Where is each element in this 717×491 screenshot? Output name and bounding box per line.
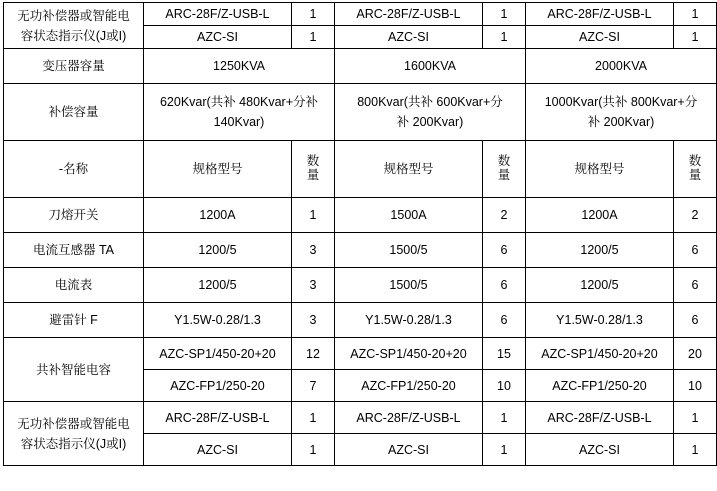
cell-model: AZC-SI (526, 434, 674, 466)
cell-qty: 1 (292, 198, 335, 233)
cell-model: ARC-28F/Z-USB-L (335, 402, 483, 434)
header-qty-2: 数 量 (483, 141, 526, 198)
table-row (4, 303, 717, 338)
cell-model: Y1.5W-0.28/1.3 (526, 303, 674, 338)
cell-qty: 2 (674, 198, 717, 233)
cell-model: AZC-FP1/250-20 (526, 370, 674, 402)
cell-model: 1200/5 (526, 233, 674, 268)
cell-model: AZC-SI (335, 26, 483, 49)
cell-qty: 3 (292, 303, 335, 338)
cell-qty: 1 (674, 434, 717, 466)
cell-model: AZC-SI (526, 26, 674, 49)
cell-qty: 6 (674, 233, 717, 268)
cell-qty: 10 (483, 370, 526, 402)
cell-qty: 1 (483, 434, 526, 466)
cell-model: ARC-28F/Z-USB-L (526, 402, 674, 434)
cell-model: ARC-28F/Z-USB-L (144, 402, 292, 434)
table-row (4, 3, 717, 26)
header-qty-1: 数 量 (292, 141, 335, 198)
cell-model: 1200A (144, 198, 292, 233)
cell-qty: 3 (292, 233, 335, 268)
cell-model: ARC-28F/Z-USB-L (144, 3, 292, 26)
row-label-indicator-bottom: 无功补偿器或智能电 容状态指示仪(J或I) (4, 402, 144, 466)
table-row (4, 49, 717, 84)
cell-model: 1500/5 (335, 233, 483, 268)
cell-qty: 2 (483, 198, 526, 233)
table-row (4, 198, 717, 233)
cell-model: Y1.5W-0.28/1.3 (144, 303, 292, 338)
table-row (4, 84, 717, 141)
cell-model: 1500/5 (335, 268, 483, 303)
row-label-smart-capacitor: 共补智能电容 (4, 338, 144, 402)
cell-qty: 1 (292, 434, 335, 466)
header-name: -名称 (4, 141, 144, 198)
cell-model: 1200/5 (526, 268, 674, 303)
cell-qty: 1 (292, 3, 335, 26)
cell-model: AZC-SP1/450-20+20 (526, 338, 674, 370)
cell-model: 1200/5 (144, 268, 292, 303)
header-model-1: 规格型号 (144, 141, 292, 198)
cell-model: ARC-28F/Z-USB-L (335, 3, 483, 26)
cell-model: AZC-SI (144, 26, 292, 49)
cell-qty: 12 (292, 338, 335, 370)
cell-qty: 6 (483, 233, 526, 268)
header-model-3: 规格型号 (526, 141, 674, 198)
equipment-specification-table (3, 2, 717, 466)
cell-model: AZC-SI (144, 434, 292, 466)
table-row (4, 338, 717, 370)
row-label-knife-switch: 刀熔开关 (4, 198, 144, 233)
table-row (4, 268, 717, 303)
cell-qty: 1 (483, 3, 526, 26)
cell-model: 1200A (526, 198, 674, 233)
row-label-current-transformer: 电流互感器 TA (4, 233, 144, 268)
row-label-indicator-top: 无功补偿器或智能电 容状态指示仪(J或I) (4, 3, 144, 49)
cell-compensation-capacity-3: 1000Kvar(共补 800Kvar+分 补 200Kvar) (526, 84, 717, 141)
table-row (4, 402, 717, 434)
cell-compensation-capacity-2: 800Kvar(共补 600Kvar+分 补 200Kvar) (335, 84, 526, 141)
table-header-row (4, 141, 717, 198)
cell-qty: 10 (674, 370, 717, 402)
header-qty-3: 数 量 (674, 141, 717, 198)
cell-qty: 3 (292, 268, 335, 303)
cell-qty: 20 (674, 338, 717, 370)
cell-qty: 1 (292, 402, 335, 434)
cell-model: AZC-SI (335, 434, 483, 466)
row-label-lightning-arrester: 避雷针 F (4, 303, 144, 338)
table-row (4, 233, 717, 268)
row-label-compensation-capacity: 补偿容量 (4, 84, 144, 141)
cell-qty: 6 (483, 268, 526, 303)
cell-qty: 1 (674, 26, 717, 49)
cell-model: 1200/5 (144, 233, 292, 268)
cell-qty: 1 (674, 3, 717, 26)
cell-compensation-capacity-1: 620Kvar(共补 480Kvar+分补 140Kvar) (144, 84, 335, 141)
cell-transformer-capacity-1: 1250KVA (144, 49, 335, 84)
cell-model: AZC-FP1/250-20 (335, 370, 483, 402)
row-label-ammeter: 电流表 (4, 268, 144, 303)
cell-model: ARC-28F/Z-USB-L (526, 3, 674, 26)
cell-model: Y1.5W-0.28/1.3 (335, 303, 483, 338)
header-model-2: 规格型号 (335, 141, 483, 198)
cell-qty: 6 (674, 303, 717, 338)
cell-qty: 1 (292, 26, 335, 49)
cell-model: AZC-FP1/250-20 (144, 370, 292, 402)
row-label-transformer-capacity: 变压器容量 (4, 49, 144, 84)
cell-model: AZC-SP1/450-20+20 (144, 338, 292, 370)
cell-qty: 1 (483, 402, 526, 434)
cell-qty: 6 (674, 268, 717, 303)
cell-qty: 1 (674, 402, 717, 434)
cell-transformer-capacity-2: 1600KVA (335, 49, 526, 84)
cell-model: AZC-SP1/450-20+20 (335, 338, 483, 370)
cell-qty: 7 (292, 370, 335, 402)
cell-qty: 6 (483, 303, 526, 338)
cell-qty: 15 (483, 338, 526, 370)
cell-qty: 1 (483, 26, 526, 49)
cell-transformer-capacity-3: 2000KVA (526, 49, 717, 84)
cell-model: 1500A (335, 198, 483, 233)
